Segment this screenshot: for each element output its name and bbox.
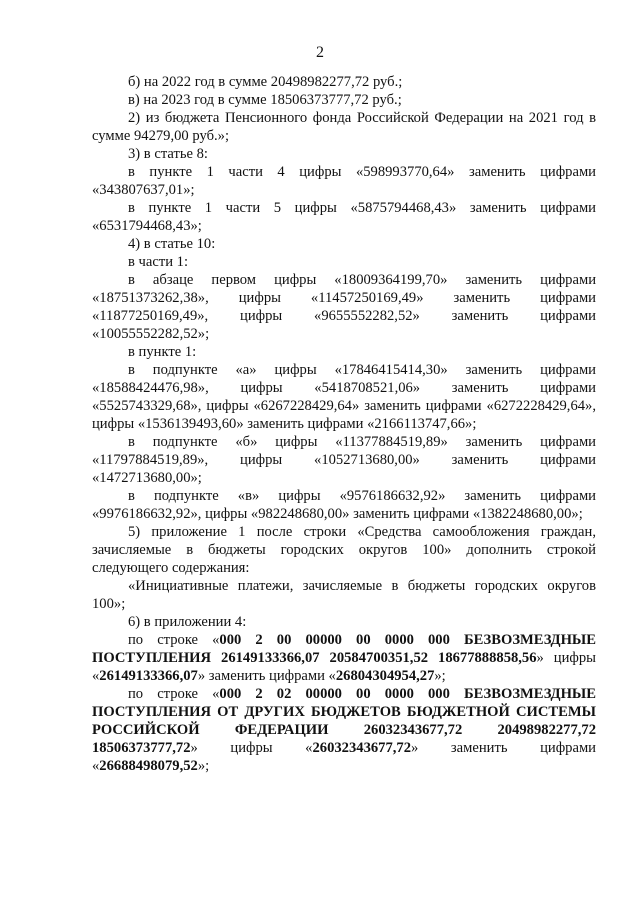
paragraph: «Инициативные платежи, зачисляемые в бюджеты городских округов 100»; — [92, 578, 596, 612]
paragraph — [92, 631, 596, 685]
paragraph: в пункте 1 части 5 цифры «5875794468,43» заменить цифрами «6531794468,43»; — [92, 200, 596, 234]
bold-text-run: 26804304954,27 — [335, 668, 435, 684]
text-run: » заменить цифрами « — [197, 668, 336, 684]
text-run: » цифры « — [92, 650, 596, 684]
bold-text-run: 000 2 02 00000 00 0000 000 БЕЗВОЗМЕЗДНЫЕ ПОСТУПЛЕНИЯ ОТ ДРУГИХ БЮДЖЕТОВ БЮДЖЕТНОЙ СИСТЕМЫ РОССИЙСКОЙ ФЕДЕРАЦИИ 26032343677,72 20498982277,72 18506373777,72 — [92, 686, 596, 756]
paragraph: в) на 2023 год в сумме 18506373777,72 руб.; — [128, 92, 402, 108]
paragraph: 2) из бюджета Пенсионного фонда Российской Федерации на 2021 год в сумме 94279,00 руб.»; — [92, 110, 596, 144]
paragraph: 5) приложение 1 после строки «Средства самообложения граждан, зачисляемые в бюджеты городских округов 100» дополнить строкой следующего содержания: — [92, 524, 596, 576]
paragraph: 6) в приложении 4: — [128, 614, 247, 630]
bold-text-run: 26149133366,07 — [99, 668, 198, 684]
paragraph: в пункте 1: — [128, 344, 197, 360]
paragraph: в абзаце первом цифры «18009364199,70» заменить цифрами «18751373262,38», цифры «11457250169,49» заменить цифрами «11877250169,49», цифры «9655552282,52» заменить цифрами «10055552282,52»; — [92, 272, 596, 342]
text-run: по строке « — [128, 686, 220, 702]
paragraph: в части 1: — [128, 254, 189, 270]
paragraph: в подпункте «а» цифры «17846415414,30» заменить цифрами «18588424476,98», цифры «5418708521,06» заменить цифрами «5525743329,68», цифры «6267228429,64» заменить цифрами «6272228429,64», цифры «1536139493,60» заменить цифрами «2166113747,66»; — [92, 362, 596, 432]
paragraph: в пункте 1 части 4 цифры «598993770,64» заменить цифрами «343807637,01»; — [92, 164, 596, 198]
paragraph: в подпункте «б» цифры «11377884519,89» заменить цифрами «11797884519,89», цифры «1052713680,00» заменить цифрами «1472713680,00»; — [92, 434, 596, 486]
paragraph: 4) в статье 10: — [128, 236, 216, 252]
bold-text-run: 26032343677,72 — [312, 740, 411, 756]
text-run: по строке « — [128, 632, 220, 648]
text-run: »; — [197, 758, 210, 774]
bold-text-run: 000 2 00 00000 00 0000 000 БЕЗВОЗМЕЗДНЫЕ ПОСТУПЛЕНИЯ 26149133366,07 20584700351,52 18677888858,56 — [92, 632, 596, 666]
paragraph: в подпункте «в» цифры «9576186632,92» заменить цифрами «9976186632,92», цифры «982248680,00» заменить цифрами «1382248680,00»; — [92, 488, 596, 522]
page-number: 2 — [316, 44, 324, 61]
paragraph — [92, 685, 596, 775]
document-body — [92, 73, 596, 775]
text-run: » цифры « — [190, 740, 313, 756]
bold-text-run: 26688498079,52 — [99, 758, 198, 774]
text-run: »; — [434, 668, 446, 684]
paragraph: б) на 2022 год в сумме 20498982277,72 руб.; — [128, 74, 403, 90]
paragraph: 3) в статье 8: — [128, 146, 208, 162]
text-run: » заменить цифрами « — [92, 740, 596, 774]
